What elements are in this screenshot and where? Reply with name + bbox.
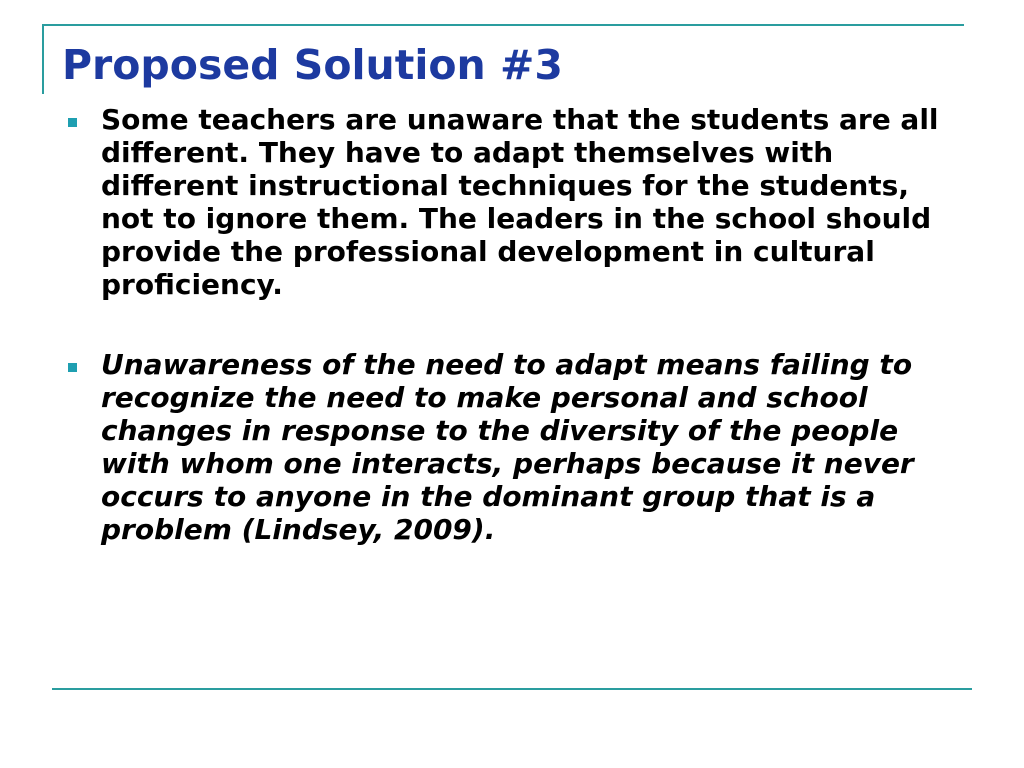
- footer-divider-line: [52, 688, 972, 690]
- bullet-text: Some teachers are unaware that the students are all different. They have to adapt themselves with different instructional techniques for the students, not to ignore them. The leaders in the school should provide the professional development in cultural proficiency.: [101, 103, 939, 301]
- bullet-list: [62, 103, 962, 546]
- slide-title: Proposed Solution #3: [62, 41, 563, 89]
- bullet-item: [62, 103, 962, 301]
- bullet-text-italic: Unawareness of the need to adapt means failing to recognize the need to make personal and school changes in response to the diversity of the people with whom one interacts, perhaps because it never occurs to anyone in the dominant group that is a problem (Lindsey, 2009).: [101, 348, 914, 546]
- title-accent-vertical-line: [42, 24, 44, 94]
- square-bullet-icon: [68, 363, 77, 372]
- bullet-item: [62, 348, 962, 546]
- title-accent-top-line: [42, 24, 964, 26]
- square-bullet-icon: [68, 118, 77, 127]
